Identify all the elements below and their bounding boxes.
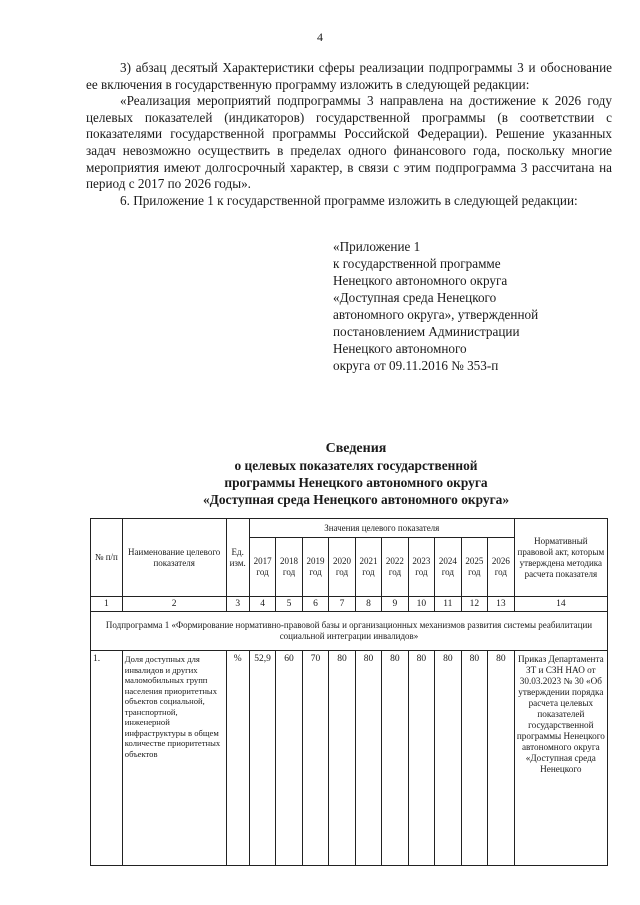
table-title-line: программы Ненецкого автономного округа: [224, 475, 488, 490]
appendix-line: «Приложение 1: [333, 239, 421, 254]
column-number: 4: [249, 597, 275, 612]
header-year: 2023 год: [408, 538, 434, 597]
column-number: 5: [276, 597, 302, 612]
kpi-table: [90, 518, 608, 866]
header-year: 2022 год: [382, 538, 408, 597]
unit-cell: %: [226, 651, 249, 866]
body-text: [86, 60, 612, 209]
header-values-group: Значения целевого показателя: [249, 519, 514, 538]
appendix-line: Ненецкого автономного: [333, 341, 467, 356]
value-cell: 80: [329, 651, 355, 866]
act-cell: Приказ Департамента ЗТ и СЗН НАО от 30.03.2023 № 30 «Об утверждении порядка расчета целевых показателей государственной программы Ненецкого автономного округа «Доступная среда Ненецкого: [514, 651, 607, 866]
header-year: 2026 год: [488, 538, 515, 597]
table-title: [86, 440, 626, 508]
table-title-line: Сведения: [325, 441, 387, 456]
appendix-line: округа от 09.11.2016 № 353-п: [333, 358, 499, 373]
header-year: 2017 год: [249, 538, 275, 597]
table-row: [91, 651, 608, 866]
header-year: 2019 год: [302, 538, 328, 597]
value-cell: 60: [276, 651, 302, 866]
column-number: 14: [514, 597, 607, 612]
column-number: 8: [355, 597, 381, 612]
paragraph-1: 3) абзац десятый Характеристики сферы реализации подпрограммы 3 и обоснование ее включения в государственную программу изложить в следующей редакции:: [86, 60, 612, 92]
header-year: 2018 год: [276, 538, 302, 597]
appendix-header: [333, 238, 613, 374]
header-act: Нормативный правовой акт, которым утверждена методика расчета показателя: [514, 519, 607, 597]
column-number: 10: [408, 597, 434, 612]
header-year: 2021 год: [355, 538, 381, 597]
header-year: 2025 год: [461, 538, 487, 597]
appendix-line: «Доступная среда Ненецкого: [333, 290, 497, 305]
value-cell: 70: [302, 651, 328, 866]
appendix-line: к государственной программе: [333, 256, 501, 271]
column-number: 12: [461, 597, 487, 612]
value-cell: 80: [382, 651, 408, 866]
value-cell: 80: [488, 651, 515, 866]
header-year: 2020 год: [329, 538, 355, 597]
column-number: 13: [488, 597, 515, 612]
column-number: 1: [91, 597, 123, 612]
appendix-line: постановлением Администрации: [333, 324, 520, 339]
column-number: 7: [329, 597, 355, 612]
table-title-line: о целевых показателях государственной: [234, 458, 478, 473]
header-name: Наименование целевого показателя: [122, 519, 226, 597]
row-number: 1.: [91, 651, 123, 866]
column-number: 9: [382, 597, 408, 612]
column-number: 11: [435, 597, 461, 612]
header-year: 2024 год: [435, 538, 461, 597]
paragraph-2: «Реализация мероприятий подпрограммы 3 направлена на достижение к 2026 году целевых показателей (индикаторов) государственной программы (в соответствии с показателями государственной программы Российской Федерации). Решение указанных задач невозможно осуществить в пределах одного финансового года, поскольку многие мероприятия имеют долгосрочный характер, в связи с этим подпрограмма 3 рассчитана на период с 2017 по 2026 годы».: [86, 93, 612, 192]
indicator-name: Доля доступных для инвалидов и других маломобильных групп населения приоритетных объектов социальной, транспортной, инженерной инфраструктуры в общем количестве приоритетных объектов: [122, 651, 226, 866]
value-cell: 80: [461, 651, 487, 866]
header-no: № п/п: [91, 519, 123, 597]
header-unit: Ед. изм.: [226, 519, 249, 597]
value-cell: 80: [435, 651, 461, 866]
column-number: 2: [122, 597, 226, 612]
value-cell: 52,9: [249, 651, 275, 866]
table-title-line: «Доступная среда Ненецкого автономного округа»: [202, 492, 510, 507]
column-number: 3: [226, 597, 249, 612]
paragraph-3: 6. Приложение 1 к государственной программе изложить в следующей редакции:: [120, 192, 578, 208]
appendix-line: Ненецкого автономного округа: [333, 273, 508, 288]
value-cell: 80: [408, 651, 434, 866]
page-number: 4: [317, 30, 323, 44]
subprogram-row: Подпрограмма 1 «Формирование нормативно-правовой базы и организационных механизмов развития системы реабилитации социальной интеграции инвалидов»: [91, 612, 608, 651]
column-number: 6: [302, 597, 328, 612]
column-number-row: [91, 597, 608, 612]
appendix-line: автономного округа», утвержденной: [333, 307, 539, 322]
value-cell: 80: [355, 651, 381, 866]
